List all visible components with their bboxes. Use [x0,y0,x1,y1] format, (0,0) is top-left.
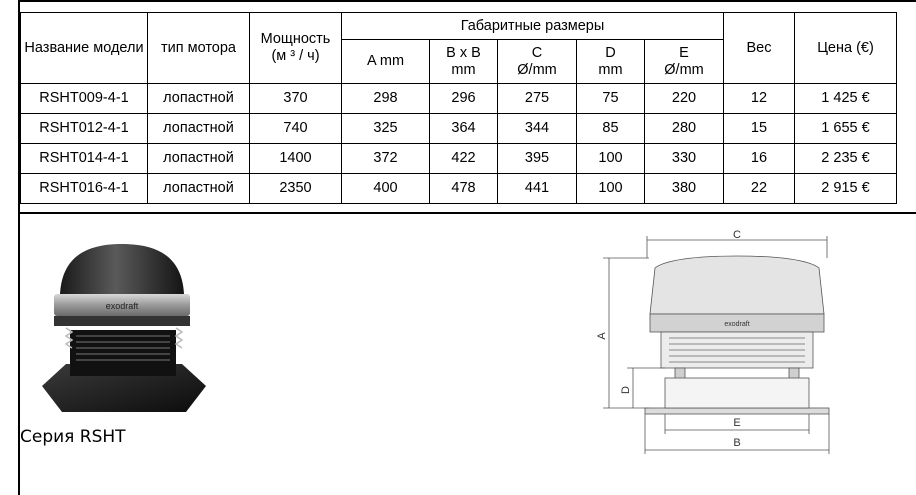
table-row [21,114,897,144]
table-row [21,144,897,174]
cell-weight: 22 [724,174,795,204]
cell-c: 344 [498,114,577,144]
header-e [645,40,724,84]
cell-d: 75 [577,84,645,114]
cell-weight: 12 [724,84,795,114]
header-power-line2: (м ³ / ч) [271,48,320,64]
cell-motor: лопастной [148,114,250,144]
cell-price: 1 655 € [795,114,897,144]
header-row-1 [21,13,897,40]
drawing-brand-label: exodraft [724,321,750,328]
header-c [498,40,577,84]
cell-weight: 15 [724,114,795,144]
cell-a: 400 [342,174,430,204]
cell-power: 740 [250,114,342,144]
cell-bxb: 364 [430,114,498,144]
cell-price: 2 235 € [795,144,897,174]
cell-a: 325 [342,114,430,144]
cell-d: 85 [577,114,645,144]
cell-power: 370 [250,84,342,114]
header-d-line1: D [605,44,616,61]
header-a: A mm [342,40,430,84]
cell-power: 2350 [250,174,342,204]
cell-power: 1400 [250,144,342,174]
cell-motor: лопастной [148,174,250,204]
table-row [21,174,897,204]
cell-motor: лопастной [148,144,250,174]
cell-a: 298 [342,84,430,114]
cell-c: 441 [498,174,577,204]
product-cap [60,244,184,294]
drawing-cap [650,256,824,314]
header-bxb-line1: B x B [446,44,481,61]
header-weight: Вес [724,13,795,84]
header-d [577,40,645,84]
header-bxb [430,40,498,84]
header-e-line2: Ø/mm [664,61,704,78]
dim-label-d: D [620,386,632,394]
header-power-line1: Мощность [260,31,331,48]
header-power [250,13,342,84]
cell-bxb: 422 [430,144,498,174]
header-price: Цена (€) [795,13,897,84]
cell-motor: лопастной [148,84,250,114]
header-dimensions: Габаритные размеры [342,13,724,40]
header-c-line1: C [531,44,543,61]
cell-d: 100 [577,144,645,174]
header-d-line2: mm [598,61,623,78]
cell-model: RSHT012-4-1 [21,114,148,144]
cell-model: RSHT014-4-1 [21,144,148,174]
cell-price: 1 425 € [795,84,897,114]
product-brand-label: exodraft [105,301,139,311]
cell-e: 380 [645,174,724,204]
dim-label-e: E [733,417,741,429]
drawing-base [645,408,829,414]
header-motor: тип мотора [148,13,250,84]
cell-bxb: 296 [430,84,498,114]
spec-table [20,12,897,204]
header-e-line1: E [679,44,689,61]
header-c-line2: Ø/mm [517,61,557,78]
cell-e: 330 [645,144,724,174]
cell-bxb: 478 [430,174,498,204]
cell-e: 280 [645,114,724,144]
cell-c: 395 [498,144,577,174]
frame-top-border [18,0,916,2]
cell-model: RSHT016-4-1 [21,174,148,204]
cell-d: 100 [577,174,645,204]
frame-separator [18,212,916,214]
cell-c: 275 [498,84,577,114]
series-caption: Серия RSHT [20,427,126,447]
cell-price: 2 915 € [795,174,897,204]
dim-label-b: B [733,437,741,449]
table-row [21,84,897,114]
cell-a: 372 [342,144,430,174]
product-photo [36,236,208,414]
dim-label-a: A [596,332,608,340]
dim-label-c: C [733,229,741,241]
cell-e: 220 [645,84,724,114]
header-bxb-line2: mm [451,61,476,78]
header-model: Название модели [21,13,148,84]
product-body [70,330,176,376]
cell-model: RSHT009-4-1 [21,84,148,114]
cell-weight: 16 [724,144,795,174]
technical-drawing [595,228,845,458]
